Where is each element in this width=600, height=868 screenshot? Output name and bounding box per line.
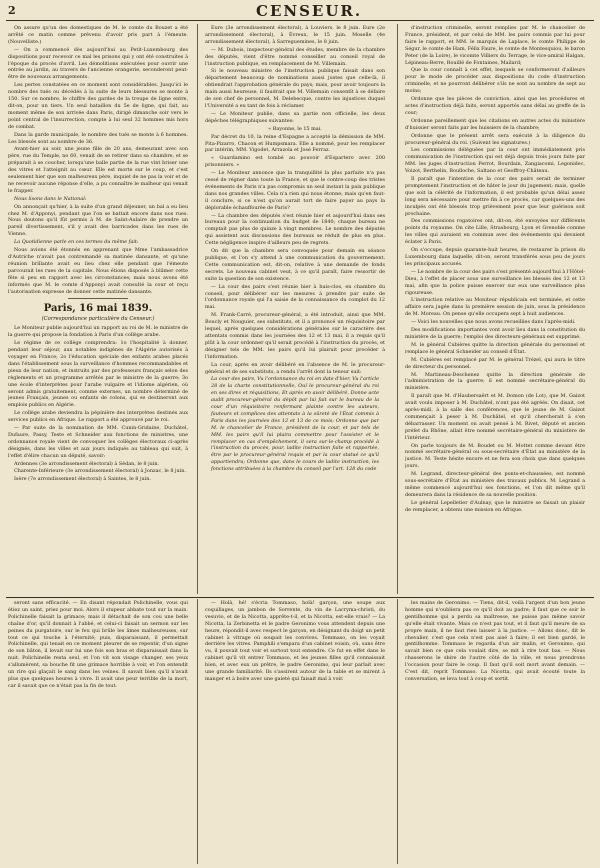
paragraph: Nous avions été étonnés en apprenant que Mme l'ambassadrice d'Autriche n'avait pas contremandé sa matinée dansante, et qu'une réunion brillante avait eu lieu chez elle pendant que l'émeute parcourait les rues de la capitale. Nous étions disposés à blâmer cette fête si peu en rapport avec les circonstances; mais nous avons été informés que M. le comte d'Apponyi avait consulté la cour et reçu l'autorisation expresse de donner cette matinée dansante. <box>8 247 188 295</box>
paragraph: On s'occupe, depuis quarante-huit heures, de restaurer la prison du Luxembourg dans laquelle, dit-on, seront transférés sous peu de jours les principaux accusés. <box>405 247 585 267</box>
paragraph: Il paraît que l'intention de la cour des pairs serait de terminer promptement l'instruction et de hâter le jour du jugement; mais, quelle que soit la célérité de l'information, il est probable qu'un délai assez long sera nécessaire pour mettre fin à ce procès, car quelques-uns des inculpés ont été blessés trop grièvement pour que leur guérison soit prochaine. <box>405 176 585 217</box>
column-2 <box>205 25 385 593</box>
paragraph: Charente-Inférieure (3e arrondissement électoral) à Jonzac, le 8 juin. <box>14 468 186 475</box>
paragraph: — Voici les nouvelles que nous avons recueillies dans l'après-midi. <box>411 319 576 326</box>
paragraph: M. Frank-Carré, procureur-général, a été introduit, ainsi que MM. Boucly et Nouguier, ses substituts, et il a prononcé un réquisitoire par lequel, après quelques considérations générales sur le caractère des attentats commis dans les journées des 12 et 13 mai, il a requis qu'il plût à la cour ordonner qu'il serait procédé à l'instruction du procès, et désigner tels de MM. les pairs qu'il lui plairait pour procéder à l'information. <box>205 312 385 360</box>
paragraph: La cour, après en avoir délibéré en l'absence de M. le procureur-général et de ses substituts, a rendu l'arrêt dont la teneur suit: <box>205 361 385 375</box>
paragraph: Si le nouveau ministre de l'instruction publique faisait dans son département beaucoup de nominations aussi justes que celle-là, il obtiendrait l'approbation générale du pays; mais, pour avoir toujours la main aussi heureuse, il faudrait que M. Villemain consentît à se défaire de son chef de personnel, M. Delebecque, contre les injustices duquel l'Université a eu tant de fois à réclamer. <box>205 68 385 109</box>
paragraph: Le général Lepelletier d'Aulnay, que le ministre se faisait un plaisir de remplacer, a obtenu une mission en Afrique. <box>405 499 585 513</box>
paragraph: M. le général Cubières quitte la direction générale du personnel et remplace le général Schneider au conseil d'État. <box>405 341 585 355</box>
header-rule <box>6 20 594 21</box>
paragraph: Dans la garde municipale, le nombre des tués se monte à 6 hommes. Les blessés sont au nombre de 36. <box>8 131 188 145</box>
feuilleton-column-2 <box>205 600 385 862</box>
paragraph: Que la cour connaît à cet effet, lesquels se conformeront d'ailleurs pour le mode de procéder aux dispositions du code d'instruction criminelle, et ne pourront délibérer s'ils ne sont au nombre de sept au moins; <box>405 67 585 95</box>
column-rule <box>197 24 198 594</box>
paragraph: Ordonne pareillement que les citations en autres actes du ministère d'huissier seront faits par les huissiers de la chambre; <box>405 117 585 131</box>
paragraph: les mains de Geronimo. — Tiens, dit-il, voilà l'argent d'un bon jeune homme qui n'oubliera pas ce qu'il doit au padre; il faut que ce soir le gentilhomme qui a perdu sa maîtresse, ne puisse pas même savoir qu'elle était vivante. Mais ce n'est pas tout, et il faut qu'il meure de sa propre main, il ne faut rien laisser à la justice. — Allons donc, dit le chevalier, c'est que cela n'est pas aisé à faire; il est bien gardé, le gentilhomme. Tommaso le regarda d'un air malin, et Geronimo, qui savait bien ce que cela voulait dire, se mit à rire tout bas. — Nous chasserons le sbire de l'autre côté de la ville, et nous prendrons l'occasion pour faire le coup. Il faut qu'il soit mort avant demain. — C'est dit, reprit Tommaso. La Nicotta, qui avait écouté toute la conversation, se leva tout à coup et sortit. <box>405 600 585 682</box>
paragraph: Isère (7e arrondissement électoral) à Saintes, le 8 juin. <box>14 476 151 483</box>
separator <box>68 298 128 299</box>
section-subheading: (Correspondance particulière du Censeur.) <box>41 316 155 323</box>
paragraph: — La chambre des députés s'est réunie hier et aujourd'hui dans ses bureaux pour la continuation du budget de 1840; chaque bureau ne comptait pas plus de quinze à vingt membres. Le nombre des députés qui assistent aux discussions des bureaux se réduit de plus en plus. Cette négligence inspire d'ailleurs peu de regrets. <box>205 212 385 247</box>
paragraph: Ordonne que les pièces de conviction, ainsi que les procédures et actes d'instruction déjà faits, seront apportés sans délai au greffe de la cour; <box>405 96 585 116</box>
paragraph: L'instruction relative au Moniteur républicain est terminée, et cette affaire sera jugée dans la première session de juin, sous la présidence de M. Moreau. On pense qu'elle occupera sept à huit audiences. <box>405 297 585 318</box>
paragraph: Ardennes (3e arrondissement électoral) à Sédan, le 8 juin. <box>14 460 160 467</box>
paragraph: — M. Dubois, inspecteur-général des études, membre de la chambre des députés, vient d'être nommé conseiller au conseil royal de l'instruction publique, en remplacement de M. Villemain. <box>205 46 385 67</box>
feuilleton-rule <box>6 597 594 598</box>
paragraph: Nous lisons dans le National: <box>14 195 87 202</box>
section-heading: Paris, 16 mai 1839. <box>43 303 153 315</box>
column-rule <box>397 24 398 594</box>
masthead: CENSEUR. <box>256 2 363 20</box>
paragraph: On parle toujours de M. Boudet ou M. Mottet comme devant être nommé secrétaire-général ou sous-secrétaire d'État au ministère de la justice. M. Teste hésite encore et ne fera son choix que dans quelques jours. <box>405 442 585 470</box>
paragraph: d'instruction criminelle, seront remplies par M. le chancelier de France, président, et par celui de MM. les pairs commis par lui pour faire le rapport, et MM. le marquis de Laplace, le comte Philippe de Ségur, le comte de Ham, Félix Faure, le comte de Montesquiou, le baron Peter (de la Loire), le vicomte Villiers du Terrage, le vice-amiral Halgan, Lépineau-Berre, Rouillé de Fontaines, Mailard; <box>405 25 585 66</box>
paragraph: Des modifications importantes vont avoir lieu dans la constitution du ministère de la guerre; l'emploi des directeurs-généraux est supprimé. <box>405 327 585 340</box>
column-rule <box>197 599 198 864</box>
feuilleton-column-3 <box>405 600 585 862</box>
paragraph: Le collège arabe deviendra la pépinière des interprètes destinés aux services publics en Afrique. Le rapport a été approuvé par le roi. <box>8 410 188 424</box>
paragraph: — On a commencé dès aujourd'hui au Petit-Luxembourg des dispositions pour recevoir ce mal les prisons qui y ont été construites à l'époque du procès d'avril. Les démolitions exécutées pour ouvrir une entrée au jardin, au travers de l'ancienne orangerie, seconderont peut-être de nouveaux arrangements. <box>8 46 188 81</box>
paragraph: « Guardamino est tombé au pouvoir d'Espartero avec 200 prisonniers. » <box>205 155 385 169</box>
paragraph: Avant-hier au soir, une jeune fille de 20 ans, demeurant avec son père, rue du Temple, no 60, venait de se retirer dans sa chambre, et se préparait à se coucher, lorsqu'une balle partie de la rue vint briser une des vitres et l'atteignit au cœur. Elle est morte sur le coup, et c'est seulement hier que son malheureux père, inquiet de ne pas la voir et de ne recevoir aucune réponse d'elle, a pu connaître le malheur qui venait le frapper. <box>8 146 188 194</box>
paragraph: M. Legrand, directeur-général des ponts-et-chaussées, est nommé sous-secrétaire d'État au ministère des travaux publics. M. Legrand a même commencé aujourd'hui ses fonctions, et l'on dit même qu'il demeurera dans la résidence de sa nouvelle position. <box>405 471 585 498</box>
paragraph: Le Moniteur publie aujourd'hui un rapport au roi de M. le ministre de la guerre qui propose la fondation à Paris d'un collège arabe. <box>8 325 188 339</box>
paragraph: Des commissions rogatoires ont, dit-on, été envoyées sur différents points du royaume. On cite Lille, Strasbourg, Lyon et Grenoble comme les villes qui auraient en commun avec des événements qui devaient éclater à Paris. <box>405 218 585 246</box>
page-number: 2 <box>8 4 16 17</box>
paragraph: — Le nombre de la cour des pairs s'est présenté aujourd'hui à l'Hôtel-Dieu, à l'effet de placer sous une surveillance les blessés des 12 et 13 mai, afin que la police puisse exercer sur eux une surveillance plus rigoureuse. <box>405 268 585 296</box>
paragraph: M. Cubières est remplacé par M. le général Trézel, qui aura le titre de directeur du personnel. <box>405 356 585 370</box>
paragraph: On annonçait qu'hier, à la suite d'un grand déjeuner, un bal a eu lieu chez M. d'Apponyi, pendant que l'on se battait encore dans nos rues. Nous doutons qu'il fût permis à M. de Saint-Aulaire de prendre un pareil divertissement, s'il y avait des barricades dans les rues de Vienne. <box>8 203 188 238</box>
paragraph: — La cour des pairs s'est réunie hier à huis-clos, en chambre du conseil, pour délibérer sur les mesures à prendre par suite de l'ordonnance royale qui l'a saisie de la connaissance du complot du 12 mai. <box>205 283 385 311</box>
paragraph: Les commissions déléguées par la cour ont immédiatement pris communication de l'instruction qui est déjà depuis trois jours faite par MM. les juges d'instruction Perrot, Bourdain, Zangiacomi, Legonidec, Voizot, Berthelin, Boulloche, Saltano et Geoffroy-Château. <box>405 147 585 175</box>
paragraph: M. Martineau-Deschenez quitte la direction générale de l'administration de la guerre; il est nommé secrétaire-général du ministère. <box>405 371 585 392</box>
paragraph: On dit que la chambre sera convoquée pour demain en séance publique, et l'on s'y attend à une communication du gouvernement. Cette communication est, dit-on, relative à une demande de fonds secrets. Le nouveau cabinet veut, à ce qu'il paraît, faire ressortir de suite la question de son existence. <box>205 248 385 282</box>
column-1 <box>8 25 188 593</box>
paragraph: — Par suite de la nomination de MM. Cunin-Gridaine, Duchâtel, Dufaure, Passy, Teste et Schneider aux fonctions de ministres, une ordonnance royale vient de convoquer les collèges électoraux ci-après désignés, dans les villes et aux jours indiqués au tableau qui suit, à l'effet d'élire chacun un député, savoir: <box>8 425 188 459</box>
paragraph: — Le Moniteur publie, dans sa partie non officielle, les deux dépêches télégraphiques suivantes: <box>205 110 385 124</box>
paragraph: Eure (3e arrondissement électoral), à Louviers, le 8 juin. Eure (2e arrondissement électoral), à Évreux, le 15 juin. Moselle (4e arrondissement électoral), à Sarreguemines, le 8 juin. <box>205 25 385 45</box>
paragraph: La Quotidienne parle en ces termes du même fait: <box>14 239 139 246</box>
paragraph: « Bayonne, le 15 mai. <box>268 125 322 132</box>
paragraph: Les pertes constatées en ce moment sont considérables. Jusqu'ici le nombre des tués ou décédés à la suite de leurs blessures se monte à 150. Sur ce nombre, le chiffre des gardes de la troupe de ligne entre, dit-on, pour un tiers. Un seul bataillon du 5e de ligne, qui fait, au moment même de son arrivée dans Paris, dirigé dimanche soir vers le point central de l'insurrection, compte à lui seul 32 hommes mis hors de combat. <box>8 82 188 130</box>
paragraph: On assure qu'un des domestiques de M. le comte du Bouzet a été arrêté ce matin comme prévenu d'avoir pris part à l'émeute. (Nouvelliste.) <box>8 25 188 45</box>
paragraph: Le régime de ce collège comprendra: 1o l'hospitalité à donner, pendant leur séjour, aux notables indigènes de l'Algérie autorisés à voyager en France; 2o l'éducation spéciale des enfants arabes placés dans l'établissement sous la surveillance d'hommes recommandables et pieux de leur nation, et instruits par des professeurs français selon des règlements et un programme arrêtés par le ministre de la guerre; 3o une école d'interprètes pour l'arabe vulgaire et l'idiome algérien, où seront admis gratuitement, comme externes, un nombre déterminé de jeunes Français, jeunes ou enfants de colons, qui se destineront aux emplois publics en Algérie. <box>8 340 188 409</box>
paragraph: Il paraît que M. d'Haubersaërt et M. Domon (de Lot), que M. Gaizot avait voulu imposer à M. Duchâtel, n'ont pas été agréés. On disait, cet après-midi, à la salle des conférences, que le jeune de M. Gaizot commençait à peser à M. Duchâtel, et qu'il chercherait à s'en débarrasser. Un moment on avait pensé à M. Rivet, député et ancien préfet du Rhône, allait être nommé secrétaire-général du ministère de l'intérieur. <box>405 393 585 441</box>
paragraph: seront sans efficacité. — En disant répondait Polichinelle, vous qui étiez un saint, priez pour moi. Alors il stupeur abbate tout sur la main. Polichinelle faisait la grimace; mais il détachait de son cou une belle chaîne d'or, qu'il donnait à l'abbé, et celui-ci faisait un sermon sur les peines du purgatoire, sur le feu qui brûle les âmes malheureuses, sur tout ce qui touche à l'éternité; puis, disparaissant, il permettait Polichinelle, qui tenait en ce moment pleurer de se repentir, d'un signe de son bâton, il levait sur lui une fois son bras et disparaissait dans la nuit. Polichinelle resta seul, et l'on vit son visage changer, ses yeux s'allumèrent, sa bouche fit une grimace horrible à voir, et l'on entendit un rire qui glaçait le sang dans les veines. Il savait bien qu'il n'avait plus que quelques heures à vivre. Il avait une peur terrible de la mort, car il savait que ce n'était pas la fin de tout. <box>8 600 188 689</box>
paragraph: Par décret du 10, la reine d'Espagne a accepté la démission de MM. Pita-Pizarro, Chacon et Humpsmara. Elle a nommé, pour les remplacer par intérim, MM. Vigodet, Arrazola et José Ferraz. <box>205 133 385 154</box>
column-3 <box>405 25 585 593</box>
quoted-decree: La cour des pairs, Vu l'ordonnance du roi en date d'hier, Vu l'article 28 de la charte constitutionnelle, Ouï le procureur-général du roi en ses dires et réquisitions, Et après en avoir délibéré, Donne acte audit procureur-général du dépôt par lui fait sur le bureau de la cour d'un réquisitoire renfermant plainte contre les auteurs, fauteurs et complices des attentats à la sûreté de l'État commis à Paris dans les journées des 12 et 13 de ce mois; Ordonne que par M. le chancelier de France, président de la cour, et par tels de MM. les pairs qu'il lui plaira commettre pour l'assister et le remplacer en cas d'empêchement, il sera sur-le-champ procédé à l'instruction du procès, pour, ladite instruction faite et rapportée, être par le procureur-général requis et par la cour statué ce qu'il appartiendra; Ordonne que, dans le cours de ladite instruction, les fonctions attribuées à la chambre du conseil par l'art. 128 du code <box>211 376 379 473</box>
paragraph: Ordonne que le présent arrêt sera exécuté à la diligence du procureur-général du roi. (Suivent les signatures.) <box>405 132 585 146</box>
feuilleton-column-1 <box>8 600 188 862</box>
paragraph: — Holà, hé! s'écria Tommaso, holà! garçon, une soupe aux coquillages, un jambon de Sorrente, du vin de Lacryma-christi, du vesuvio, et de la Nicotta, apprête-t-il, et la Nicotta, est-elle vrais? — La Nicotta, la Zerbinetta et le padre Geronimo vous attendent depuis une heure, répondit-il avec respect le garçon, en désignant du doigt un petit cabinet à vitrage où soupait les convives. Tommaso, on les voyait derrière les vitres. Pamphili s'empara d'un cabinet voisin, où, sans être vu, il pouvait tout voir et surtout tout entendre. Ce fut en effet dans le cabinet qu'il vit entrer Tommaso, et les jeunes filles qu'il connaissait bien, et avec eux un prêtre, le padre Geronimo, qui leur parlait avec une grande familiarité. Ils s'assirent autour de la table et se mirent à manger et à boire avec une gaieté qui faisait mal à voir. <box>205 600 385 682</box>
column-rule <box>397 599 398 864</box>
paragraph: — Le Moniteur annonce que la tranquillité la plus parfaite n'a pas cessé de régner dans toute la France, et que le contre-coup des tristes événements de Paris n'a pas compromis un seul instant la paix publique dans nos grandes villes. Cela n'a rien qui nous étonne; mais qu'en faut-il conclure, si ce n'est qu'on aurait tort de faire payer au pays la déplorable échauffourée de Paris? <box>205 170 385 211</box>
